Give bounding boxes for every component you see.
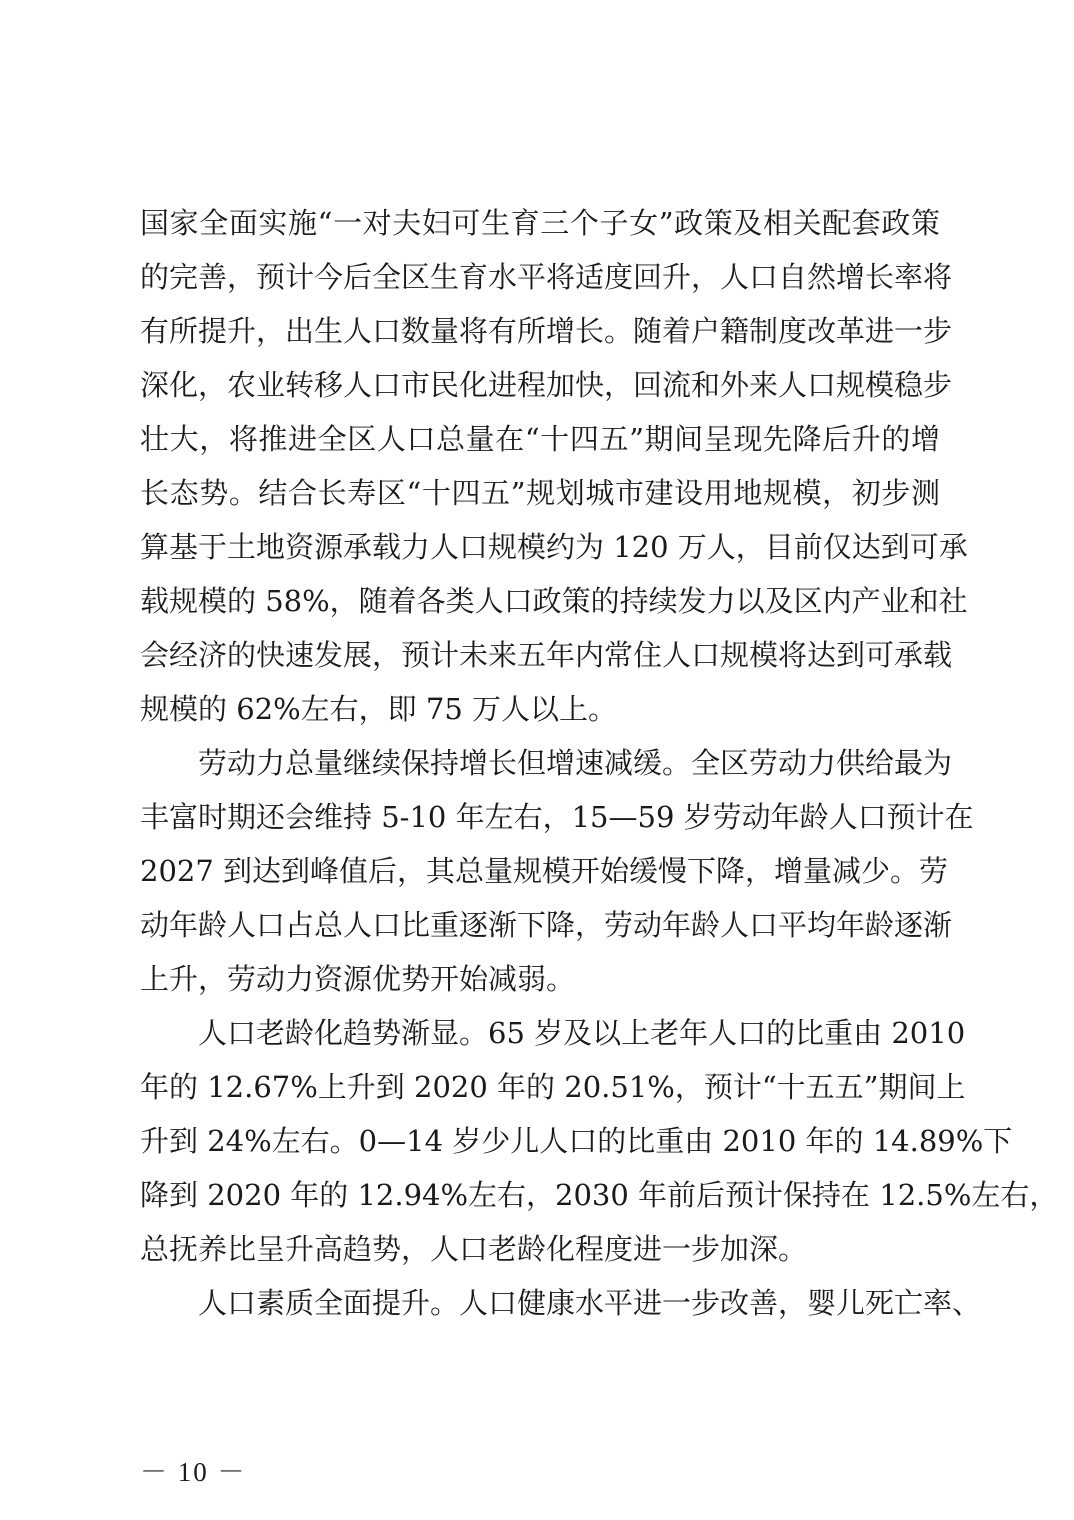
text-line: 的完善，预计今后全区生育水平将适度回升，人口自然增长率将 [140,260,953,294]
text-line: 2027 到达到峰值后，其总量规模开始缓慢下降，增量减少。劳 [140,854,949,888]
text-line: 降到 2020 年的 12.94%左右，2030 年前后预计保持在 12.5%左右， [140,1178,1059,1212]
text-line: 升到 24%左右。0—14 岁少儿人口的比重由 2010 年的 14.89%下 [140,1124,1013,1158]
text-line: 算基于土地资源承载力人口规模约为 120 万人，目前仅达到可承 [140,530,968,564]
text-line: 会经济的快速发展，预计未来五年内常住人口规模将达到可承载 [140,638,953,672]
text-line: 壮大，将推进全区人口总量在“十四五”期间呈现先降后升的增 [140,422,940,456]
text-line: 动年龄人口占总人口比重逐渐下降，劳动年龄人口平均年龄逐渐 [140,908,953,942]
paragraph-heading-line: 劳动力总量继续保持增长但增速减缓。全区劳动力供给最为 [198,746,953,780]
text-line: 长态势。结合长寿区“十四五”规划城市建设用地规模，初步测 [140,476,940,510]
paragraph-heading-line: 人口老龄化趋势渐显。65 岁及以上老年人口的比重由 2010 [198,1016,966,1050]
page-number: － 10 － [140,1457,247,1487]
body-text [140,196,1059,1330]
text-line: 总抚养比呈升高趋势，人口老龄化程度进一步加深。 [140,1232,808,1266]
text-line: 国家全面实施“一对夫妇可生育三个子女”政策及相关配套政策 [140,206,940,240]
text-line: 规模的 62%左右，即 75 万人以上。 [140,692,618,726]
text-line: 深化，农业转移人口市民化进程加快，回流和外来人口规模稳步 [140,368,953,402]
text-line: 载规模的 58%，随着各类人口政策的持续发力以及区内产业和社 [140,584,968,618]
text-line: 丰富时期还会维持 5-10 年左右，15—59 岁劳动年龄人口预计在 [140,800,974,834]
paragraph-heading-line: 人口素质全面提升。人口健康水平进一步改善，婴儿死亡率、 [198,1286,982,1320]
text-line: 上升，劳动力资源优势开始减弱。 [140,962,576,996]
text-line: 年的 12.67%上升到 2020 年的 20.51%，预计“十五五”期间上 [140,1070,966,1104]
text-line: 有所提升，出生人口数量将有所增长。随着户籍制度改革进一步 [140,314,953,348]
